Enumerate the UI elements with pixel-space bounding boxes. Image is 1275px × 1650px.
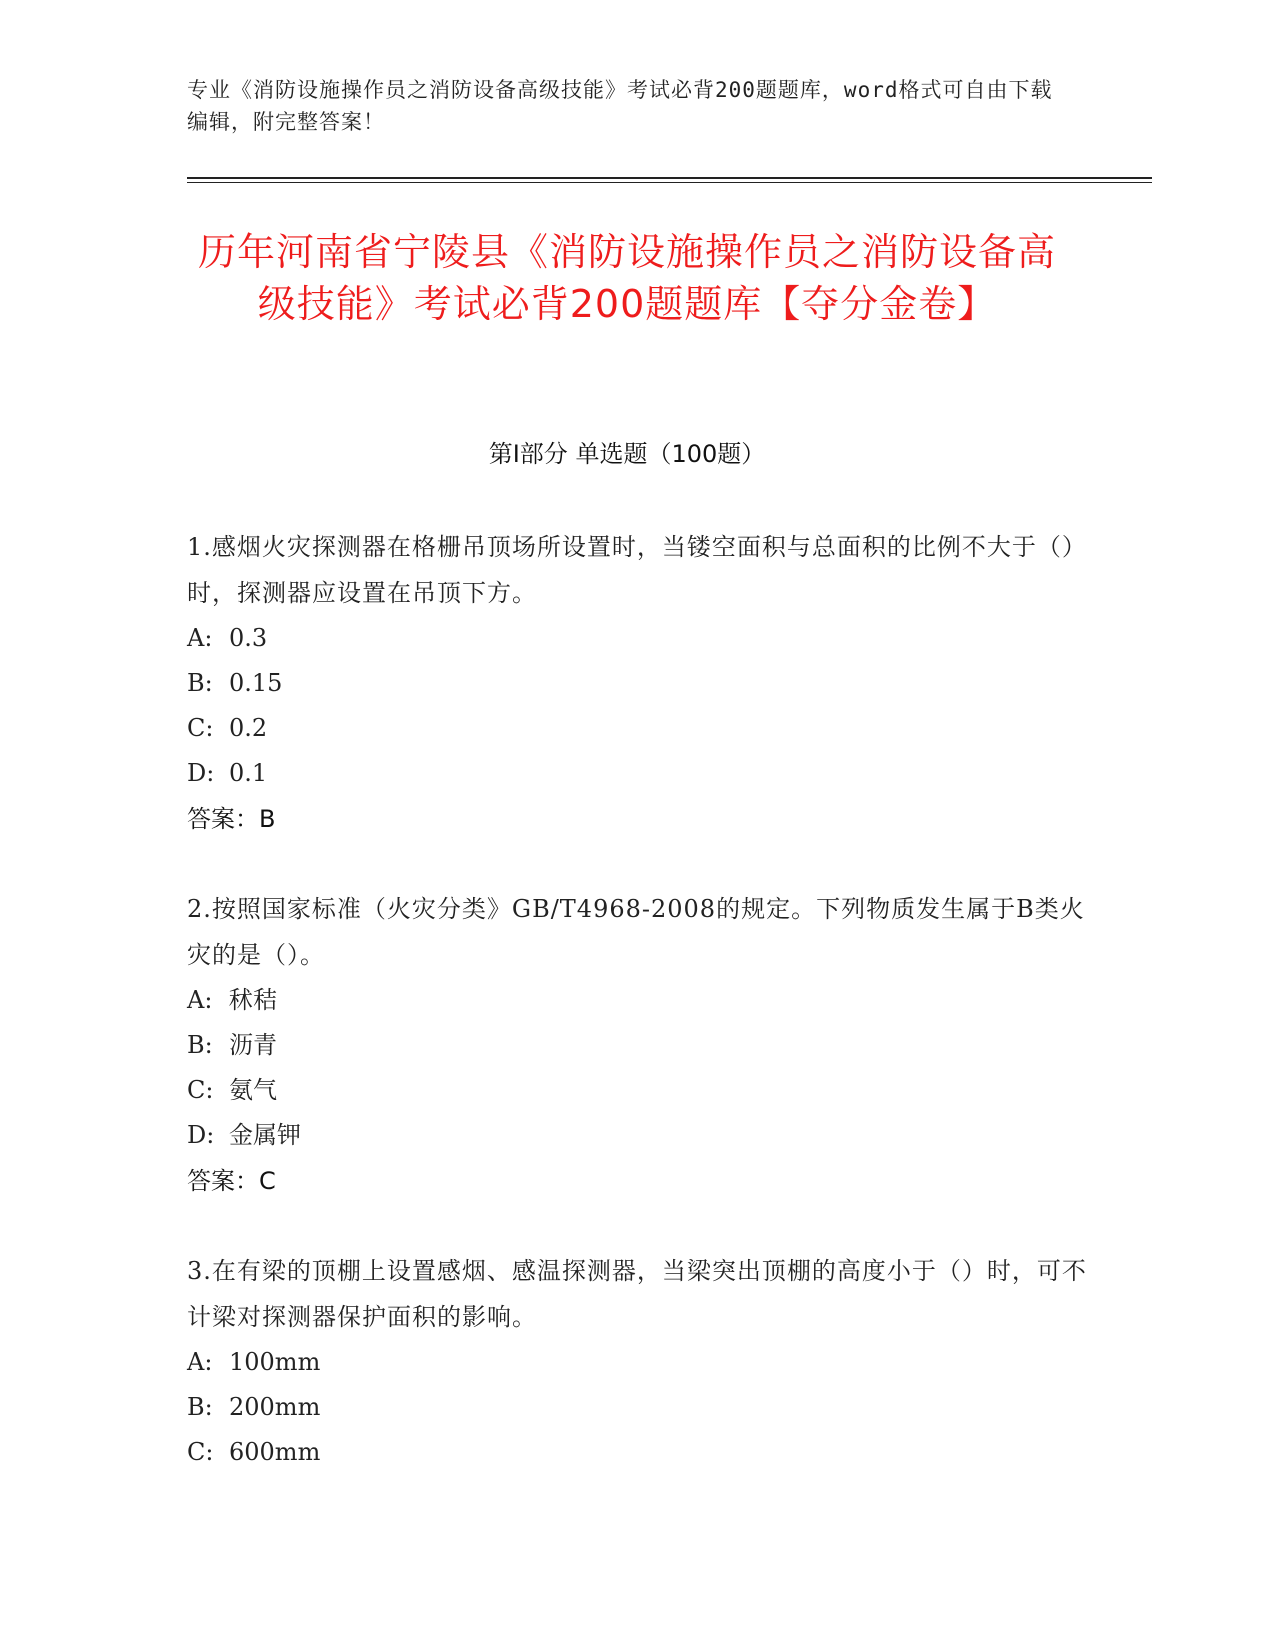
answer-label: 答案：C bbox=[187, 1167, 276, 1195]
option-letter: C: bbox=[187, 1438, 214, 1466]
option-text: 0.3 bbox=[229, 624, 268, 652]
option-letter: A: bbox=[187, 624, 213, 652]
section-title: 第Ⅰ部分 单选题（100题） bbox=[488, 440, 766, 468]
option-c bbox=[187, 706, 1087, 751]
option-a bbox=[187, 1340, 1087, 1385]
option-letter: B: bbox=[187, 1031, 213, 1059]
option-text: 金属钾 bbox=[229, 1121, 301, 1149]
header-divider-thick bbox=[187, 177, 1152, 179]
option-text: 0.1 bbox=[229, 759, 268, 787]
option-letter: A: bbox=[187, 986, 213, 1014]
option-text: 沥青 bbox=[229, 1031, 277, 1059]
option-letter: A: bbox=[187, 1348, 213, 1376]
option-letter: D: bbox=[187, 759, 215, 787]
document-title: 历年河南省宁陵县《消防设施操作员之消防设备高级技能》考试必背200题题库【夺分金卷】 bbox=[197, 230, 1056, 326]
option-b bbox=[187, 1023, 1087, 1068]
question-1 bbox=[187, 524, 1087, 842]
question-3 bbox=[187, 1248, 1087, 1475]
option-letter: B: bbox=[187, 1393, 213, 1421]
question-text: 2.按照国家标准（火灾分类》GB/T4968-2008的规定。下列物质发生属于B类火灾的是（）。 bbox=[187, 895, 1085, 969]
option-d bbox=[187, 1113, 1087, 1158]
header-divider-thin bbox=[187, 182, 1152, 183]
option-c bbox=[187, 1068, 1087, 1113]
option-b bbox=[187, 661, 1087, 706]
option-text: 0.15 bbox=[229, 669, 283, 697]
option-text: 600mm bbox=[229, 1438, 321, 1466]
option-text: 200mm bbox=[229, 1393, 321, 1421]
option-text: 秫秸 bbox=[229, 986, 277, 1014]
option-text: 氨气 bbox=[229, 1076, 277, 1104]
option-a bbox=[187, 978, 1087, 1023]
option-a bbox=[187, 616, 1087, 661]
option-letter: B: bbox=[187, 669, 213, 697]
option-d bbox=[187, 751, 1087, 796]
header-note: 专业《消防设施操作员之消防设备高级技能》考试必背200题题库，word格式可自由下载编辑，附完整答案！ bbox=[187, 78, 1053, 134]
option-letter: D: bbox=[187, 1121, 215, 1149]
option-letter: C: bbox=[187, 1076, 214, 1104]
answer-label: 答案：B bbox=[187, 805, 276, 833]
question-text: 1.感烟火灾探测器在格栅吊顶场所设置时，当镂空面积与总面积的比例不大于（）时，探测器应设置在吊顶下方。 bbox=[187, 533, 1087, 607]
option-b bbox=[187, 1385, 1087, 1430]
option-text: 100mm bbox=[229, 1348, 321, 1376]
option-letter: C: bbox=[187, 714, 214, 742]
option-text: 0.2 bbox=[229, 714, 268, 742]
question-text: 3.在有梁的顶棚上设置感烟、感温探测器，当梁突出顶棚的高度小于（）时，可不计梁对探测器保护面积的影响。 bbox=[187, 1257, 1087, 1331]
question-2 bbox=[187, 886, 1087, 1204]
option-c bbox=[187, 1430, 1087, 1475]
